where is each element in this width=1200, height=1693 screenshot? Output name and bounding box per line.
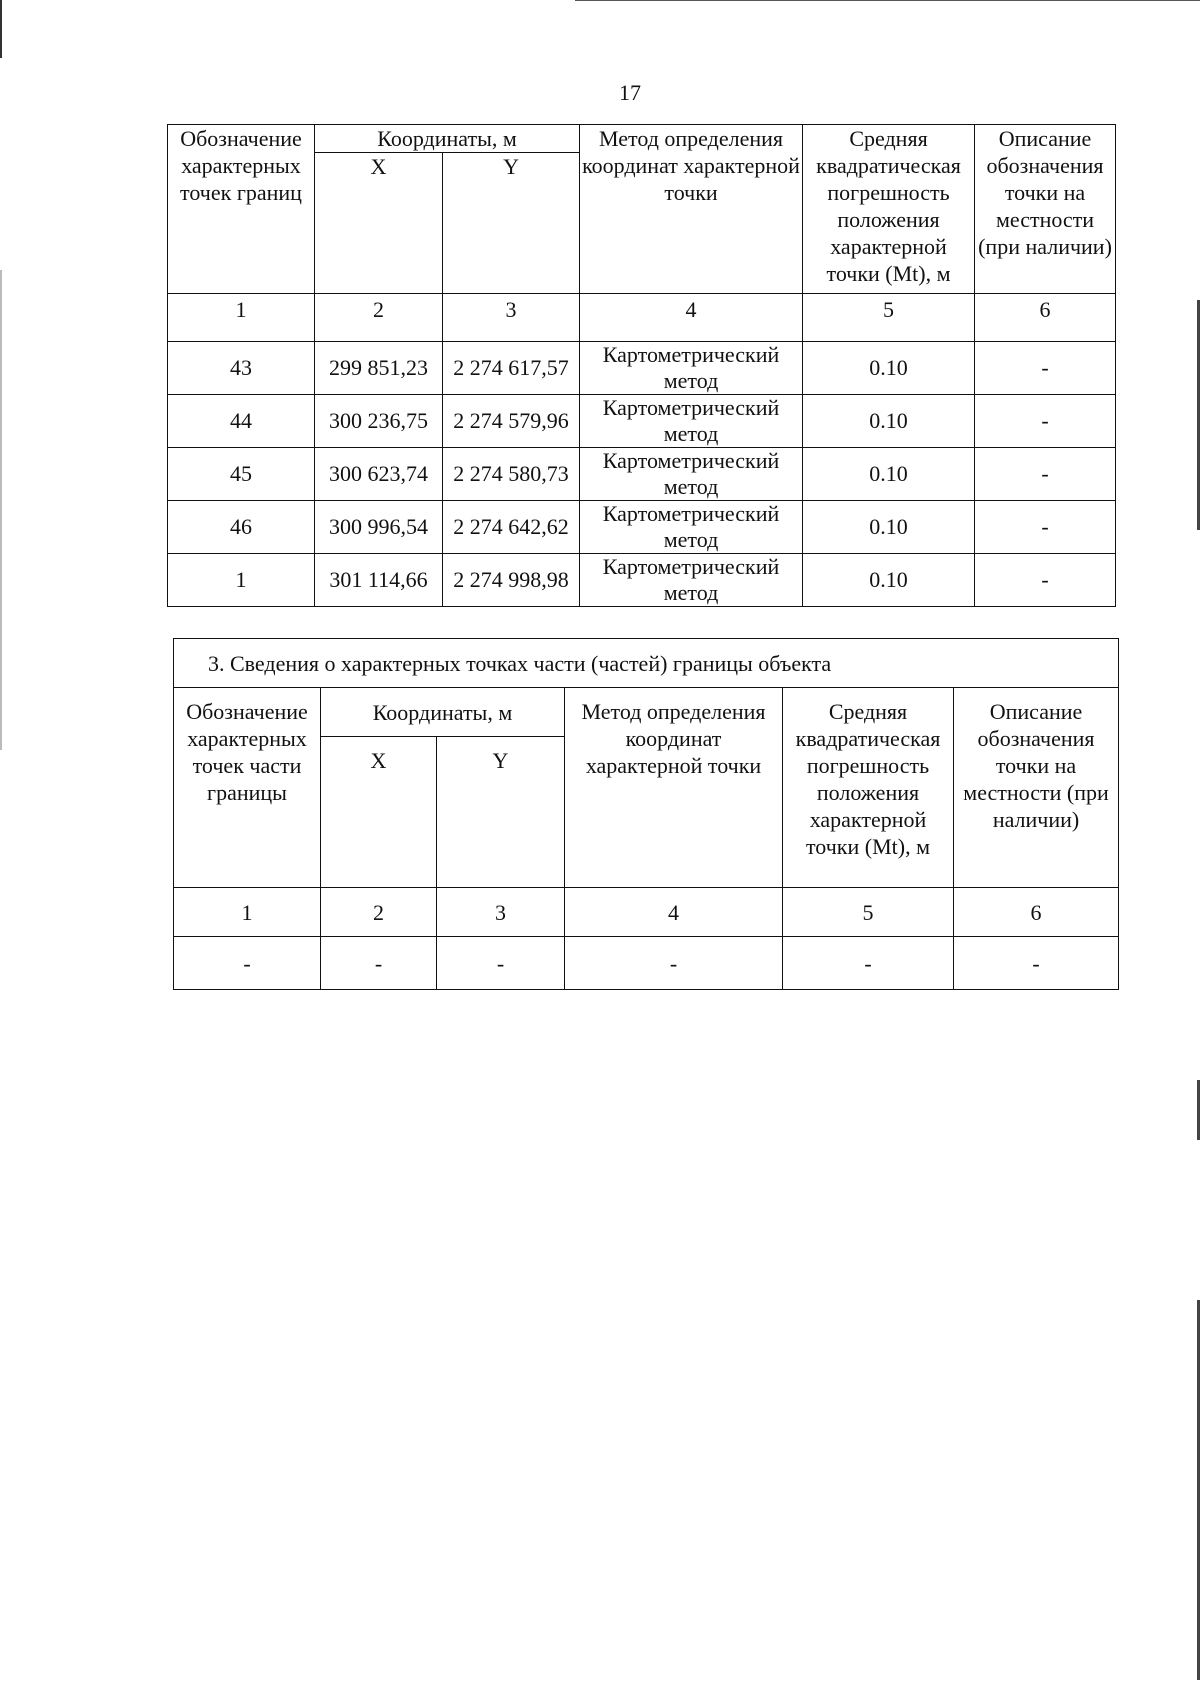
method-cell: Картометрический метод (580, 342, 803, 395)
column-number: 4 (565, 888, 783, 937)
column-number: 1 (168, 294, 315, 342)
error-cell: 0.10 (803, 554, 975, 607)
page-number: 17 (619, 80, 641, 105)
column-number: 1 (174, 888, 321, 937)
y-cell: 2 274 580,73 (443, 448, 580, 501)
table-row (168, 395, 1116, 448)
column-number: 5 (783, 888, 954, 937)
method-cell: - (565, 937, 783, 990)
point-cell: 44 (168, 395, 315, 448)
y-cell: 2 274 998,98 (443, 554, 580, 607)
error-cell: 0.10 (803, 395, 975, 448)
y-cell: - (437, 937, 565, 990)
header-description: Описание обозначения точки на местности (при наличии) (954, 688, 1119, 888)
table-row (168, 448, 1116, 501)
point-cell: 45 (168, 448, 315, 501)
header-method: Метод определения координат характерной точки (565, 688, 783, 888)
table-header-row (174, 688, 1119, 737)
method-cell: Картометрический метод (580, 554, 803, 607)
scan-edge-mark (575, 0, 1200, 1)
header-point-designation: Обозначение характерных точек границ (168, 125, 315, 294)
column-number: 6 (975, 294, 1116, 342)
y-cell: 2 274 642,62 (443, 501, 580, 554)
column-number: 3 (443, 294, 580, 342)
header-coordinates: Координаты, м (315, 125, 580, 153)
error-cell: 0.10 (803, 501, 975, 554)
column-number: 5 (803, 294, 975, 342)
header-point-designation: Обозначение характерных точек части границы (174, 688, 321, 888)
column-number: 3 (437, 888, 565, 937)
x-cell: - (321, 937, 437, 990)
boundary-points-table (167, 124, 1116, 607)
point-cell: 46 (168, 501, 315, 554)
y-cell: 2 274 617,57 (443, 342, 580, 395)
section-title: 3. Сведения о характерных точках части (частей) границы объекта (174, 639, 1119, 688)
scan-edge-mark (0, 270, 2, 750)
description-cell: - (975, 554, 1116, 607)
header-x: X (321, 737, 437, 888)
table-header-row (168, 125, 1116, 153)
x-cell: 300 623,74 (315, 448, 443, 501)
x-cell: 300 236,75 (315, 395, 443, 448)
header-mean-error: Средняя квадратическая погрешность положения характерной точки (Mt), м (783, 688, 954, 888)
column-number: 4 (580, 294, 803, 342)
column-number: 2 (321, 888, 437, 937)
point-cell: 1 (168, 554, 315, 607)
description-cell: - (975, 501, 1116, 554)
x-cell: 299 851,23 (315, 342, 443, 395)
x-cell: 301 114,66 (315, 554, 443, 607)
column-number-row (168, 294, 1116, 342)
section-title-row (174, 639, 1119, 688)
table-row (174, 937, 1119, 990)
method-cell: Картометрический метод (580, 448, 803, 501)
part-boundary-points-table (173, 638, 1119, 990)
scan-edge-mark (0, 0, 2, 58)
table-row (168, 554, 1116, 607)
header-mean-error: Средняя квадратическая погрешность положения характерной точки (Mt), м (803, 125, 975, 294)
header-description: Описание обозначения точки на местности (при наличии) (975, 125, 1116, 294)
error-cell: 0.10 (803, 342, 975, 395)
description-cell: - (954, 937, 1119, 990)
description-cell: - (975, 448, 1116, 501)
description-cell: - (975, 342, 1116, 395)
header-y: Y (443, 153, 580, 294)
column-number: 2 (315, 294, 443, 342)
column-number: 6 (954, 888, 1119, 937)
header-y: Y (437, 737, 565, 888)
table-row (168, 501, 1116, 554)
header-coordinates: Координаты, м (321, 688, 565, 737)
error-cell: 0.10 (803, 448, 975, 501)
header-method: Метод определения координат характерной точки (580, 125, 803, 294)
header-x: X (315, 153, 443, 294)
table-row (168, 342, 1116, 395)
description-cell: - (975, 395, 1116, 448)
method-cell: Картометрический метод (580, 395, 803, 448)
x-cell: 300 996,54 (315, 501, 443, 554)
error-cell: - (783, 937, 954, 990)
point-cell: - (174, 937, 321, 990)
column-number-row (174, 888, 1119, 937)
y-cell: 2 274 579,96 (443, 395, 580, 448)
point-cell: 43 (168, 342, 315, 395)
method-cell: Картометрический метод (580, 501, 803, 554)
